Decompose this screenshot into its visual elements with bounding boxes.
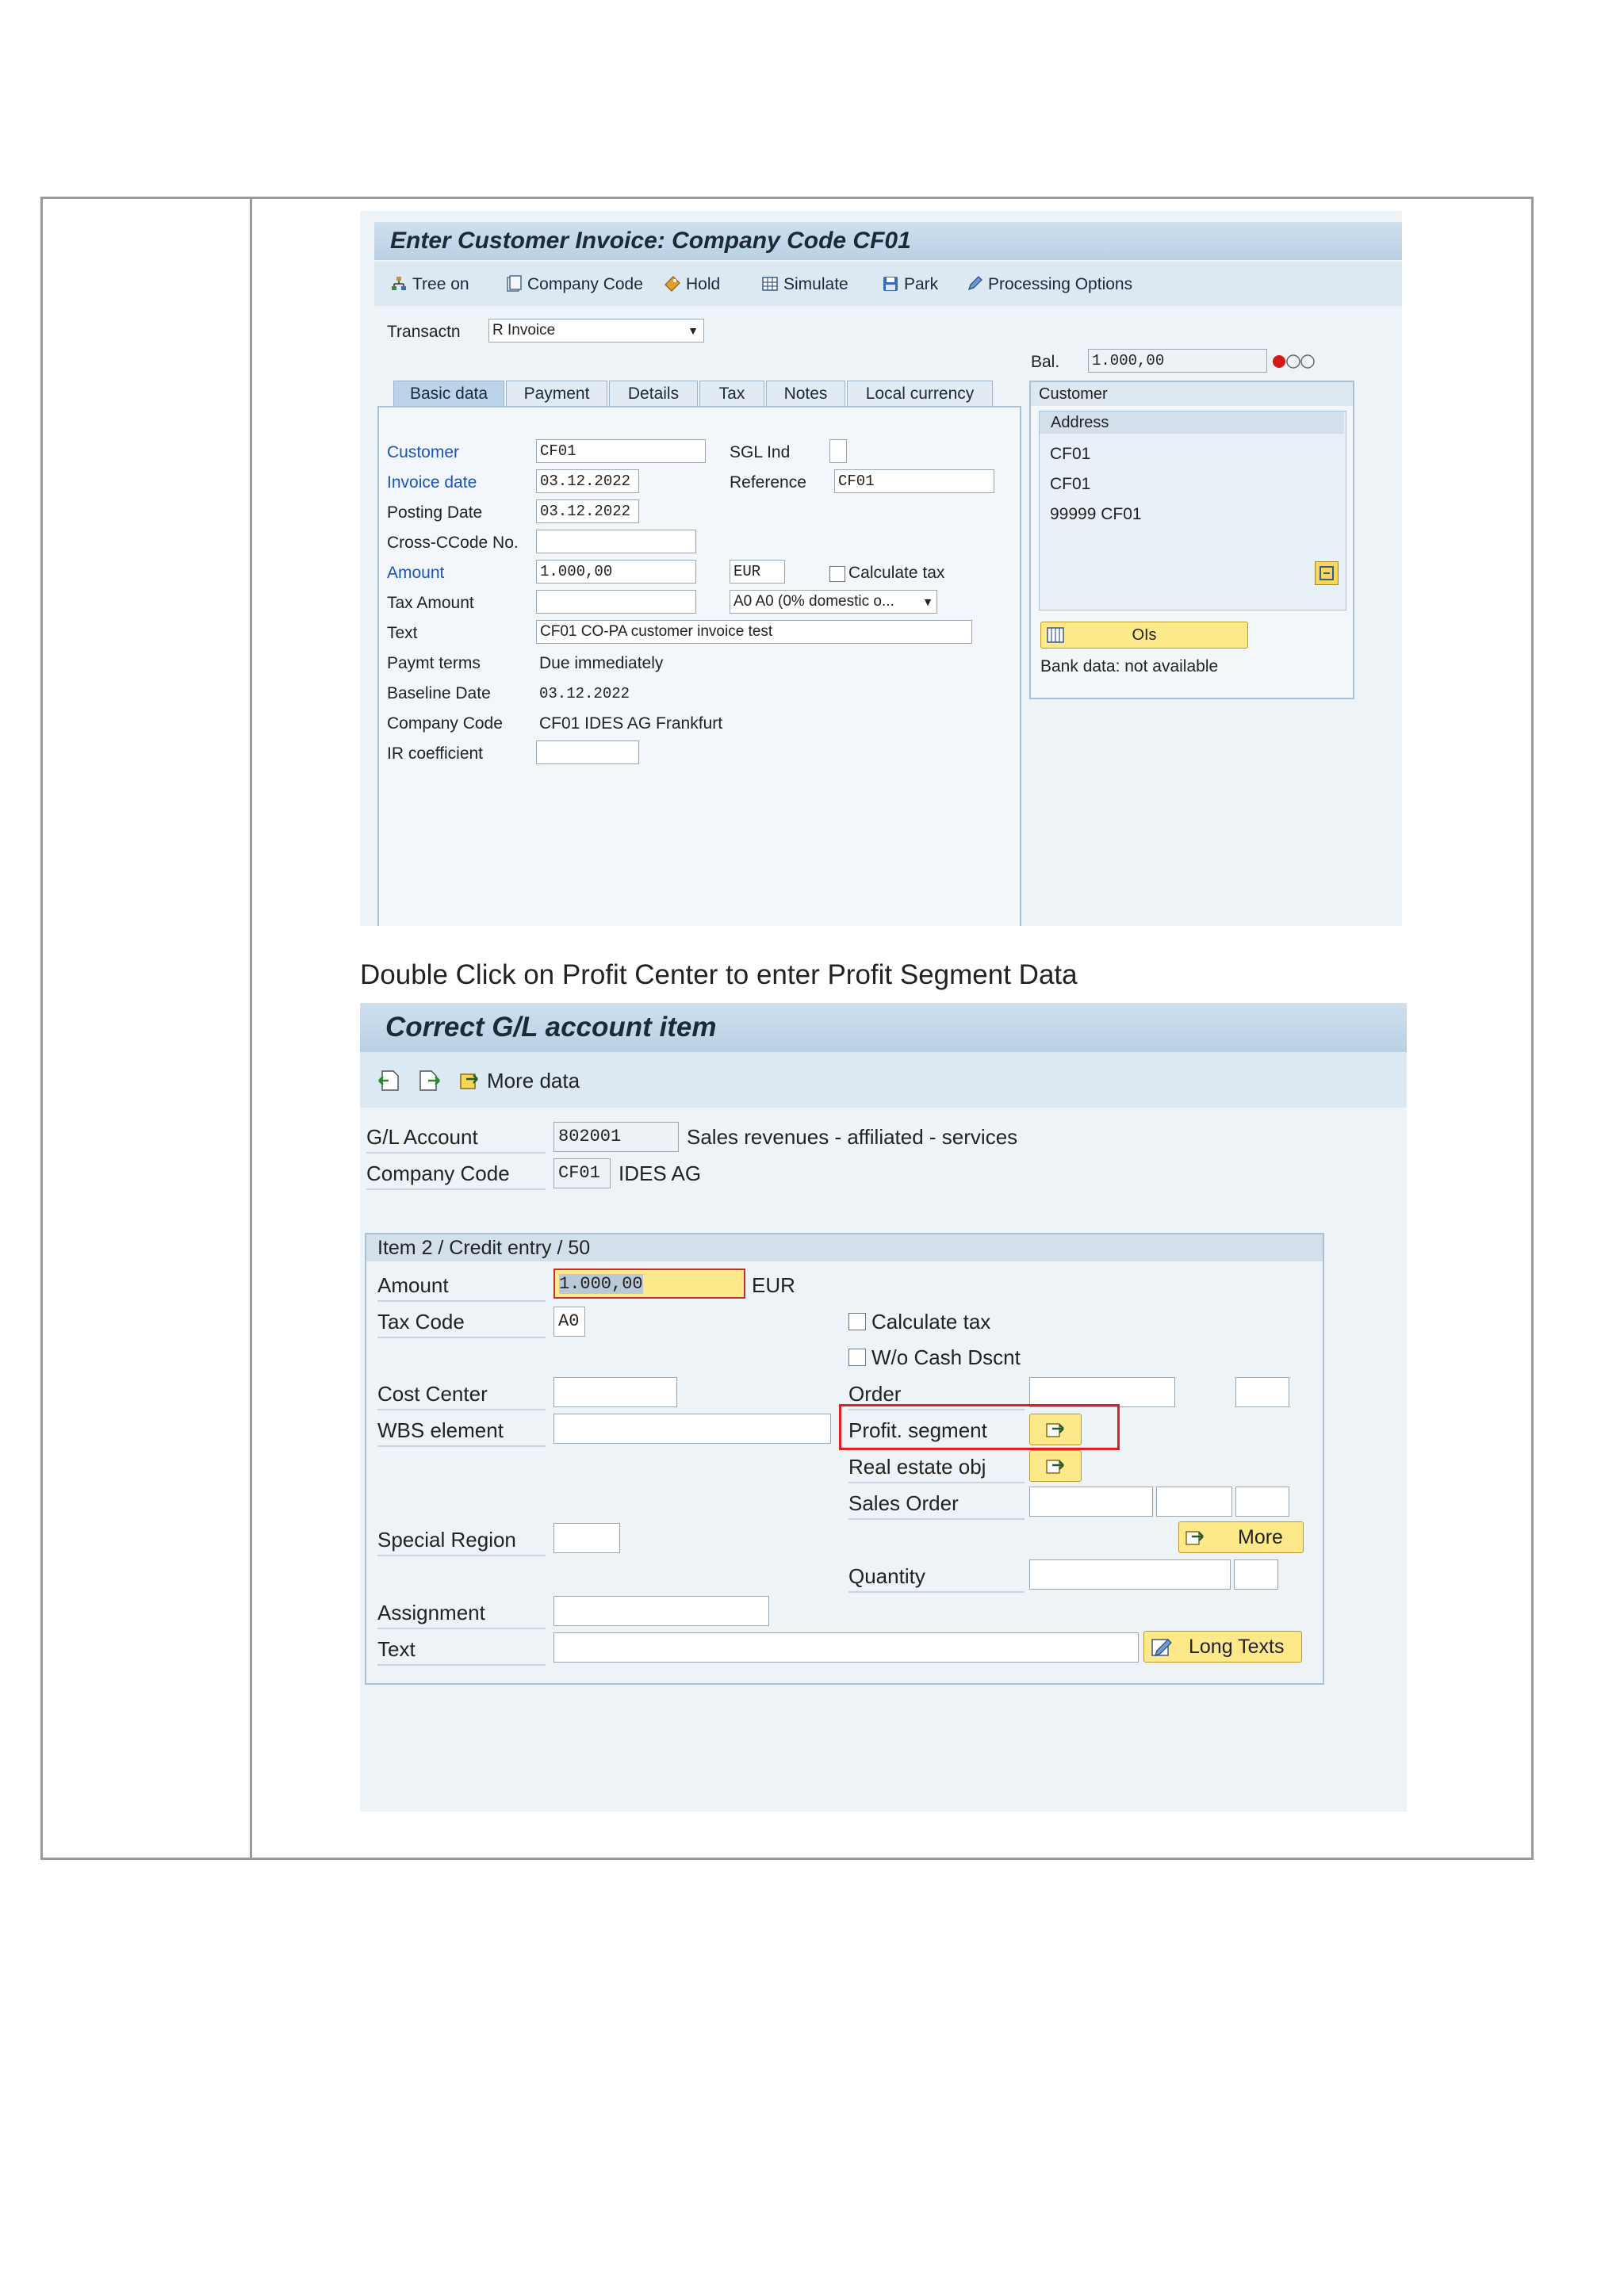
separator [848, 1591, 1025, 1593]
separator [366, 1152, 546, 1154]
screen1-toolbar [374, 262, 1402, 306]
ir-coefficient-field[interactable] [536, 740, 639, 764]
company-code-button[interactable] [505, 273, 643, 297]
company-code-icon [505, 275, 523, 293]
order-label: Order [848, 1382, 902, 1406]
simulate-icon [761, 275, 779, 293]
tab-payment[interactable]: Payment [506, 381, 607, 406]
invoice-date-field[interactable]: 03.12.2022 [536, 469, 639, 493]
instruction-caption: Double Click on Profit Center to enter Profit Segment Data [360, 959, 1078, 990]
cross-ccode-label: Cross-CCode No. [387, 534, 519, 552]
real-estate-label: Real estate obj [848, 1455, 986, 1479]
cross-ccode-field[interactable] [536, 530, 696, 553]
separator [377, 1555, 546, 1556]
ir-coefficient-label: IR coefficient [387, 744, 484, 763]
tree-on-label: Tree on [412, 275, 469, 293]
long-texts-label: Long Texts [1189, 1636, 1285, 1658]
sgl-ind-field[interactable] [829, 439, 847, 463]
more-data-button[interactable] [458, 1065, 580, 1096]
screen2-toolbar [360, 1052, 1407, 1108]
currency-label: EUR [752, 1273, 795, 1297]
park-button[interactable] [882, 273, 938, 297]
park-label: Park [904, 275, 939, 293]
separator [377, 1664, 546, 1666]
company-code-label: Company Code [387, 714, 503, 733]
order-extra-field[interactable] [1235, 1377, 1289, 1407]
separator [377, 1409, 546, 1410]
order-field[interactable] [1029, 1377, 1175, 1407]
quantity-label: Quantity [848, 1564, 925, 1588]
separator [377, 1445, 546, 1447]
bank-data-text: Bank data: not available [1040, 657, 1219, 675]
item-header: Item 2 / Credit entry / 50 [366, 1234, 1323, 1261]
quantity-unit-field[interactable] [1234, 1559, 1278, 1590]
amount-label: Amount [387, 564, 445, 582]
profit-segment-highlight [839, 1404, 1120, 1450]
bal-label: Bal. [1031, 353, 1060, 371]
wbs-element-label: WBS element [377, 1418, 504, 1442]
text-label: Text [377, 1637, 416, 1661]
separator [377, 1300, 546, 1302]
tab-local-currency[interactable]: Local currency [847, 381, 993, 406]
cost-center-field[interactable] [553, 1377, 677, 1407]
posting-date-field[interactable]: 03.12.2022 [536, 499, 639, 523]
pencil-icon [966, 275, 983, 293]
assignment-field[interactable] [553, 1596, 769, 1626]
processing-options-button[interactable] [966, 273, 1132, 297]
next-item-icon[interactable] [417, 1068, 442, 1093]
sales-order-label: Sales Order [848, 1491, 959, 1515]
transactn-value: R Invoice [492, 322, 556, 339]
arrow-right-icon [458, 1068, 482, 1092]
save-disk-icon [882, 275, 899, 293]
arrow-right-icon [1044, 1454, 1068, 1478]
tree-icon [390, 275, 408, 293]
ois-button[interactable] [1040, 622, 1248, 649]
traffic-light-icon [1272, 352, 1316, 371]
currency-field[interactable]: EUR [730, 560, 785, 584]
baseline-date-value: 03.12.2022 [539, 685, 630, 702]
company-code-value: CF01 IDES AG Frankfurt [539, 714, 723, 733]
cost-center-label: Cost Center [377, 1382, 488, 1406]
reference-field[interactable]: CF01 [834, 469, 994, 493]
separator [848, 1482, 1025, 1483]
hold-icon [664, 275, 681, 293]
gl-account-label: G/L Account [366, 1125, 478, 1149]
tree-on-button[interactable] [390, 273, 469, 297]
dropdown-arrow-icon: ▼ [688, 324, 699, 337]
wo-cash-dscnt-checkbox[interactable] [848, 1349, 866, 1366]
separator [377, 1337, 546, 1338]
tab-notes[interactable]: Notes [766, 381, 845, 406]
long-texts-icon [1149, 1635, 1174, 1660]
enter-customer-invoice-screenshot [360, 211, 1402, 926]
more-button[interactable] [1178, 1521, 1304, 1553]
transactn-label: Transactn [387, 323, 461, 341]
calculate-tax-checkbox[interactable] [829, 566, 845, 582]
address-detail-icon[interactable] [1315, 561, 1339, 585]
special-region-field[interactable] [553, 1523, 620, 1553]
assignment-label: Assignment [377, 1601, 485, 1624]
simulate-button[interactable] [761, 273, 848, 297]
sales-order-item-field[interactable] [1156, 1487, 1232, 1517]
quantity-field[interactable] [1029, 1559, 1231, 1590]
previous-item-icon[interactable] [376, 1068, 401, 1093]
processing-options-label: Processing Options [988, 275, 1133, 293]
gl-account-field: 802001 [553, 1122, 679, 1152]
arrow-right-icon [1184, 1525, 1208, 1549]
dropdown-arrow-icon: ▼ [922, 591, 933, 613]
address-title: Address [1040, 411, 1344, 434]
wo-cash-dscnt-label: W/o Cash Dscnt [871, 1345, 1021, 1369]
table-column-divider [250, 197, 252, 1860]
company-code-label: Company Code [527, 275, 643, 293]
paymt-terms-value: Due immediately [539, 654, 664, 672]
address-line-3: 99999 CF01 [1050, 505, 1142, 523]
transactn-select[interactable] [488, 319, 704, 342]
amount-value: 1.000,00 [559, 1274, 643, 1294]
correct-gl-account-item-screenshot [360, 1003, 1407, 1812]
sales-order-field[interactable] [1029, 1487, 1153, 1517]
screen1-title: Enter Customer Invoice: Company Code CF01 [374, 222, 1402, 260]
tax-code-select[interactable] [730, 590, 937, 614]
sales-order-schedule-field[interactable] [1235, 1487, 1289, 1517]
tax-amount-label: Tax Amount [387, 594, 474, 612]
company-code-label: Company Code [366, 1161, 510, 1185]
tax-code-value: A0 A0 (0% domestic o... [733, 593, 894, 610]
company-code-field: CF01 [553, 1158, 611, 1188]
posting-date-label: Posting Date [387, 503, 483, 522]
profit-segment-label: Profit. segment [848, 1418, 987, 1442]
hold-label: Hold [686, 275, 721, 293]
amount-field[interactable] [553, 1269, 745, 1299]
hold-button[interactable] [664, 273, 720, 297]
calculate-tax-label: Calculate tax [848, 564, 945, 582]
text-field[interactable] [553, 1632, 1139, 1663]
long-texts-button[interactable] [1143, 1631, 1302, 1663]
tab-details[interactable]: Details [609, 381, 698, 406]
tax-code-field[interactable]: A0 [553, 1307, 585, 1337]
tax-amount-field[interactable] [536, 590, 696, 614]
calculate-tax-checkbox[interactable] [848, 1313, 866, 1330]
tab-tax[interactable]: Tax [699, 381, 764, 406]
special-region-label: Special Region [377, 1528, 516, 1552]
invoice-date-label: Invoice date [387, 473, 477, 492]
more-label: More [1238, 1526, 1283, 1548]
address-line-2: CF01 [1050, 475, 1091, 493]
reference-label: Reference [730, 473, 806, 492]
text-label: Text [387, 624, 418, 642]
more-data-label: More data [487, 1069, 580, 1093]
gl-account-desc: Sales revenues - affiliated - services [687, 1125, 1018, 1149]
ois-label: OIs [1132, 626, 1157, 644]
tab-basic-data[interactable]: Basic data [393, 381, 504, 406]
separator [366, 1188, 546, 1190]
address-line-1: CF01 [1050, 445, 1091, 463]
table-icon [1046, 626, 1065, 645]
customer-panel-title: Customer [1031, 382, 1353, 406]
wbs-element-field[interactable] [553, 1414, 831, 1444]
real-estate-button[interactable] [1029, 1450, 1082, 1482]
bal-field: 1.000,00 [1088, 349, 1267, 373]
customer-field[interactable]: CF01 [536, 439, 706, 463]
simulate-label: Simulate [783, 275, 848, 293]
tax-code-label: Tax Code [377, 1310, 465, 1334]
amount-label: Amount [377, 1273, 449, 1297]
paymt-terms-label: Paymt terms [387, 654, 481, 672]
separator [848, 1518, 1025, 1520]
separator [377, 1628, 546, 1629]
baseline-date-label: Baseline Date [387, 684, 491, 702]
text-field[interactable]: CF01 CO-PA customer invoice test [536, 620, 972, 644]
company-code-desc: IDES AG [619, 1161, 702, 1185]
amount-field[interactable]: 1.000,00 [536, 560, 696, 584]
sgl-ind-label: SGL Ind [730, 443, 791, 461]
calculate-tax-label: Calculate tax [871, 1310, 991, 1334]
customer-label: Customer [387, 443, 460, 461]
screen2-title: Correct G/L account item [360, 1003, 1407, 1052]
